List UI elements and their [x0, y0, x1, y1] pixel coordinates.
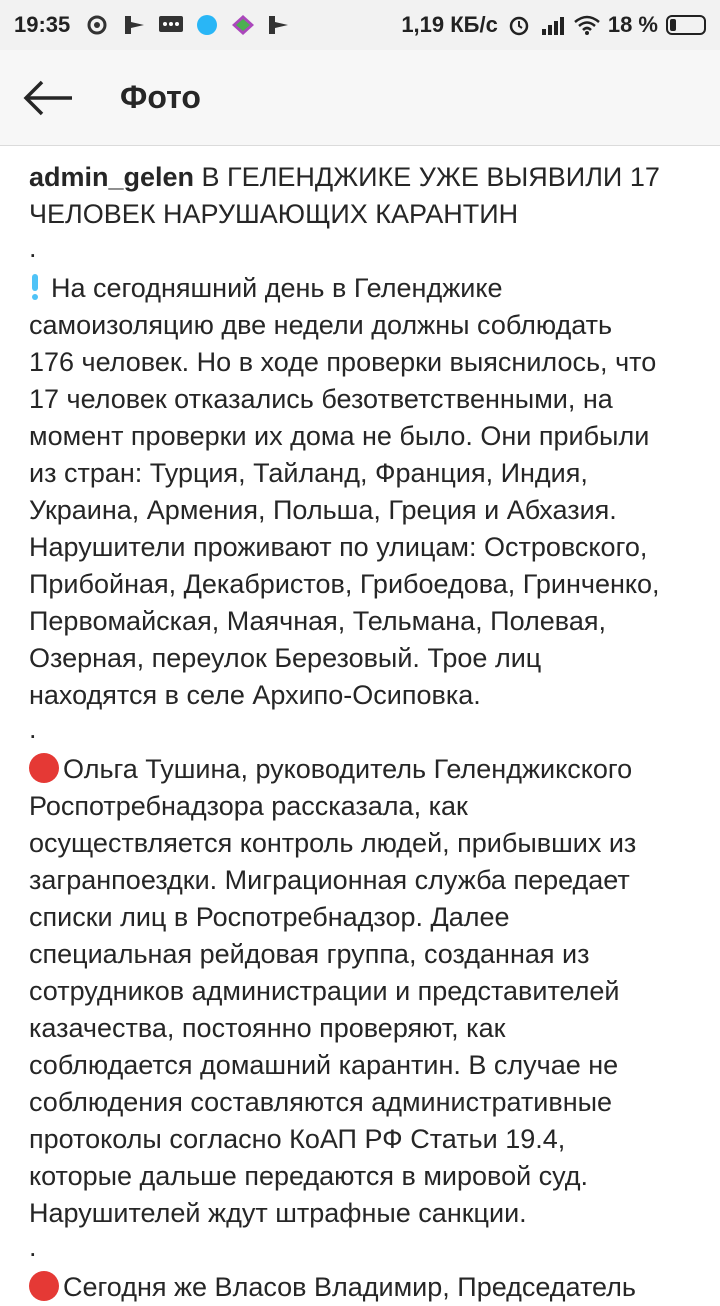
caption-line: списки лиц в Роспотребнадзор. Далее: [29, 902, 510, 932]
app-icon: [230, 14, 256, 36]
alarm-icon: [506, 14, 532, 36]
play-icon: [122, 14, 148, 36]
battery-icon: [666, 15, 706, 35]
caption-line: самоизоляцию две недели должны соблюдать: [29, 310, 613, 340]
caption-line: Ольга Тушина, руководитель Геленджикского: [29, 751, 692, 788]
caption-line: Прибойная, Декабристов, Грибоедова, Гринченко,: [29, 569, 660, 599]
username-link[interactable]: admin_gelen: [29, 162, 195, 192]
caption-line: Первомайская, Маячная, Тельмана, Полевая,: [29, 606, 606, 636]
caption-line: ЧЕЛОВЕК НАРУШАЮЩИХ КАРАНТИН: [29, 199, 519, 229]
caption-line: Роспотребнадзора рассказала, как: [29, 791, 468, 821]
post-caption: [0, 147, 720, 1302]
caption-line: 176 человек. Но в ходе проверки выяснилось, что: [29, 347, 657, 377]
caption-line: из стран: Турция, Тайланд, Франция, Индия,: [29, 458, 588, 488]
caption-line: admin_gelen В ГЕЛЕНДЖИКЕ УЖЕ ВЫЯВИЛИ 17: [29, 162, 660, 192]
red-circle-icon: [29, 1271, 59, 1301]
play-icon: [266, 14, 292, 36]
caption-line: сотрудников администрации и представителей: [29, 976, 620, 1006]
bubble-icon: [194, 14, 220, 36]
app-bar: [0, 50, 720, 146]
status-bar: [0, 0, 720, 50]
back-button[interactable]: [0, 50, 96, 146]
page-title: Фото: [120, 79, 201, 115]
caption-line: На сегодняшний день в Геленджике: [29, 270, 692, 307]
wifi-icon: [574, 14, 600, 36]
caption-separator: .: [29, 714, 37, 744]
caption-line: находятся в селе Архипо-Осиповка.: [29, 680, 481, 710]
caption-line: загранпоездки. Миграционная служба передает: [29, 865, 630, 895]
battery-percent: 18 %: [607, 12, 658, 37]
caption-line: казачества, постоянно проверяют, как: [29, 1013, 506, 1043]
exclamation-icon: [29, 274, 41, 300]
caption-line: момент проверки их дома не было. Они прибыли: [29, 421, 650, 451]
caption-line: которые дальше передаются в мировой суд.: [29, 1161, 589, 1191]
caption-line: специальная рейдовая группа, созданная из: [29, 939, 590, 969]
caption-line: протоколы согласно КоАП РФ Статьи 19.4,: [29, 1124, 566, 1154]
caption-separator: .: [29, 1232, 37, 1262]
red-circle-icon: [29, 753, 59, 783]
caption-line: осуществляется контроль людей, прибывших из: [29, 828, 637, 858]
caption-line: соблюдения составляются административные: [29, 1087, 613, 1117]
notification-icon: [86, 14, 112, 36]
caption-line: Украина, Армения, Польша, Греция и Абхазия.: [29, 495, 617, 525]
caption-line: Нарушителей ждут штрафные санкции.: [29, 1198, 527, 1228]
caption-line: соблюдается домашний карантин. В случае не: [29, 1050, 619, 1080]
caption-line: 17 человек отказались безответственными, на: [29, 384, 613, 414]
caption-line: Сегодня же Власов Владимир, Председатель: [29, 1269, 692, 1306]
caption-line: Нарушители проживают по улицам: Островского,: [29, 532, 648, 562]
caption-separator: .: [29, 233, 37, 263]
caption-line: Озерная, переулок Березовый. Трое лиц: [29, 643, 542, 673]
arrow-left-icon: [22, 80, 74, 116]
message-icon: [158, 14, 184, 36]
status-time: 19:35: [14, 12, 71, 37]
signal-icon: [540, 14, 566, 36]
network-speed: 1,19 КБ/с: [401, 12, 498, 37]
